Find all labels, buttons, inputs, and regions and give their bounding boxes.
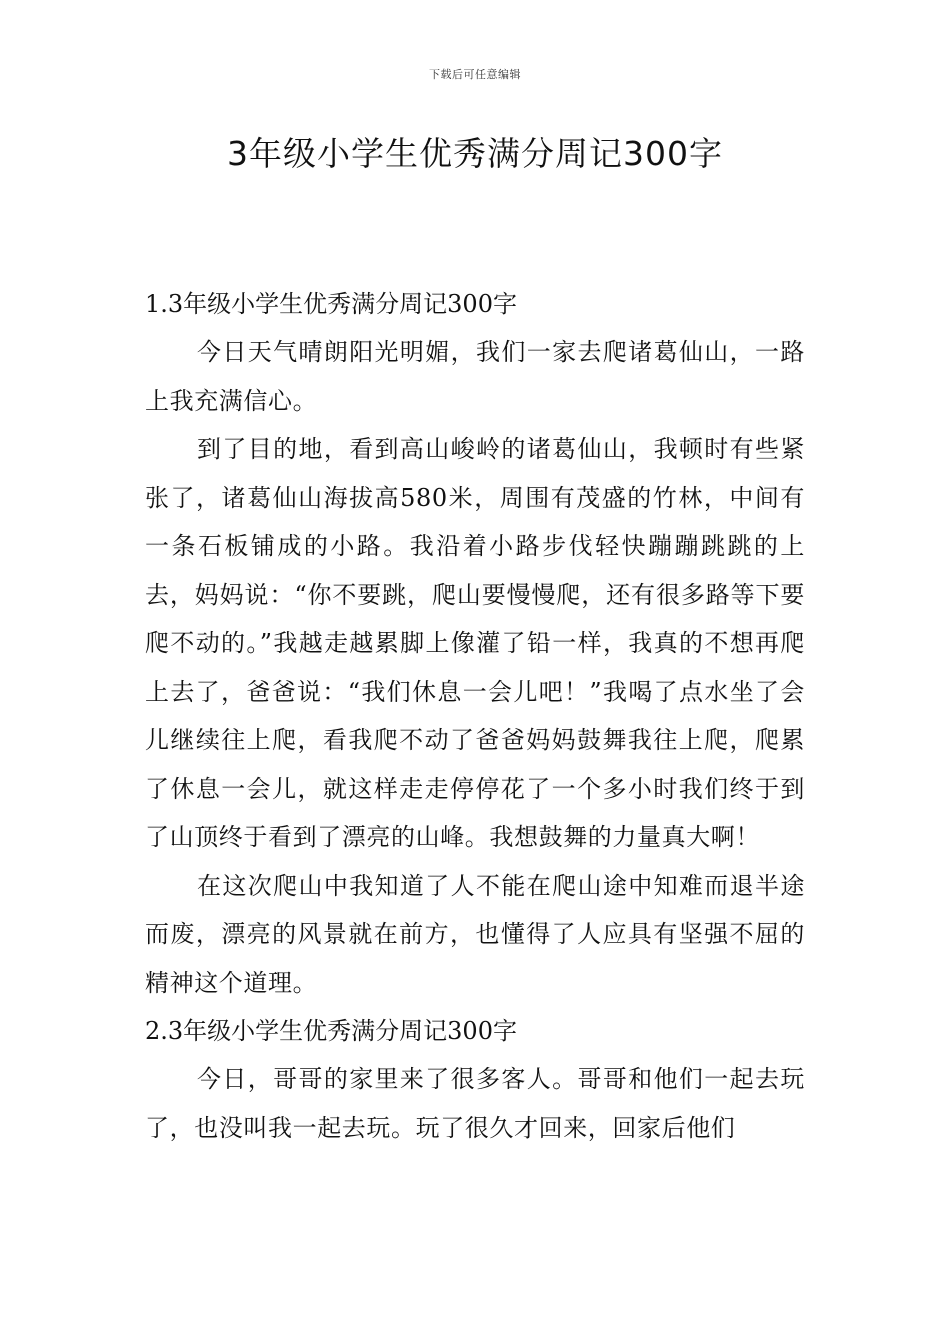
section-2 <box>145 1007 805 1152</box>
paragraph: 今日天气晴朗阳光明媚，我们一家去爬诸葛仙山，一路上我充满信心。 <box>145 338 805 415</box>
header-note: 下载后可任意编辑 <box>429 68 521 81</box>
paragraph: 今日，哥哥的家里来了很多客人。哥哥和他们一起去玩了，也没叫我一起去玩。玩了很久才回来，回家后他们 <box>145 1065 805 1142</box>
paragraph: 到了目的地，看到高山峻岭的诸葛仙山，我顿时有些紧张了，诸葛仙山海拔高580米，周围有茂盛的竹林，中间有一条石板铺成的小路。我沿着小路步伐轻快蹦蹦跳跳的上去，妈妈说：“你不要跳，爬山要慢慢爬，还有很多路等下要爬不动的。”我越走越累脚上像灌了铅一样，我真的不想再爬上去了，爸爸说：“我们休息一会儿吧！”我喝了点水坐了会儿继续往上爬，看我爬不动了爸爸妈妈鼓舞我往上爬，爬累了休息一会儿，就这样走走停停花了一个多小时我们终于到了山顶终于看到了漂亮的山峰。我想鼓舞的力量真大啊！ <box>145 435 805 851</box>
document-body <box>145 280 805 1152</box>
document-title: 3年级小学生优秀满分周记300字 <box>227 134 723 173</box>
paragraph: 在这次爬山中我知道了人不能在爬山途中知难而退半途而废，漂亮的风景就在前方，也懂得了人应具有坚强不屈的精神这个道理。 <box>145 871 805 997</box>
section-heading: 1.3年级小学生优秀满分周记300字 <box>145 290 517 318</box>
section-heading: 2.3年级小学生优秀满分周记300字 <box>145 1017 517 1045</box>
section-1 <box>145 280 805 1007</box>
